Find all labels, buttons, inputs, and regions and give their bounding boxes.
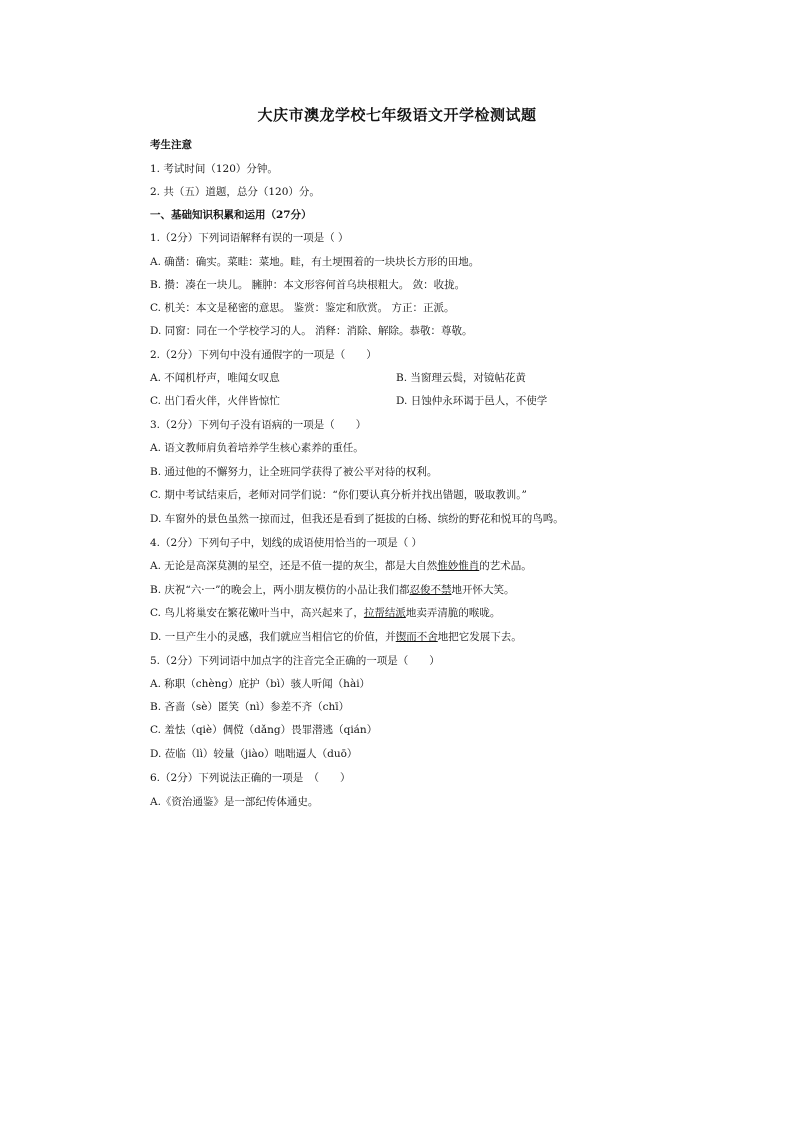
option-a: A. 不闻机杼声，唯闻女叹息 <box>150 372 280 384</box>
option-d: D. 莅临（lì）较量（jiào）咄咄逼人（duō） <box>150 748 358 760</box>
question-stem: 6.（2分）下列说法正确的一项是 （ ） <box>150 772 351 784</box>
option-a: A.《资治通鉴》是一部纪传体通史。 <box>150 796 319 808</box>
option-text: 地卖弄清脆的喉咙。 <box>405 607 501 619</box>
option-text: B. 庆祝“六·一”的晚会上，两小朋友模仿的小品让我们都 <box>150 584 410 596</box>
option-c: C. 期中考试结束后，老师对同学们说：“你们要认真分析并找出错题，吸取教训。” <box>150 489 527 501</box>
question-stem: 3.（2分）下列句子没有语病的一项是（ ） <box>150 419 367 431</box>
option-c: C. 羞怯（qiè）倜傥（dǎng）畏罪潜逃（qián） <box>150 724 378 736</box>
option-d <box>150 629 522 644</box>
section-heading: 一、基础知识积累和运用（27分） <box>150 209 312 221</box>
option-d: D. 车窗外的景色虽然一掠而过，但我还是看到了挺拔的白杨、缤纷的野花和悦耳的鸟鸣。 <box>150 513 564 525</box>
option-text: D. 一旦产生小的灵感，我们就应当相信它的价值，并 <box>150 631 396 643</box>
option-a <box>150 558 532 573</box>
question-stem: 5.（2分）下列词语中加点字的注音完全正确的一项是（ ） <box>150 655 440 667</box>
option-text: C. 鸟儿将巢安在繁花嫩叶当中，高兴起来了， <box>150 607 364 619</box>
option-c: C. 机关：本文是秘密的意思。 鉴赏：鉴定和欣赏。 方正：正派。 <box>150 302 455 314</box>
question-stem: 1.（2分）下列词语解释有误的一项是（ ） <box>150 232 349 244</box>
option-b: B. 吝啬（sè）匿笑（nì）参差不齐（chī） <box>150 701 350 713</box>
option-text: 的艺术品。 <box>479 560 532 572</box>
question-stem: 2.（2分）下列句中没有通假字的一项是（ ） <box>150 349 377 361</box>
notice-heading: 考生注意 <box>150 139 192 151</box>
option-a: A. 确凿：确实。菜畦：菜地。畦，有土埂围着的一块块长方形的田地。 <box>150 256 480 268</box>
page-title: 大庆市澳龙学校七年级语文开学检测试题 <box>257 106 537 124</box>
question-stem: 4.（2分）下列句子中，划线的成语使用恰当的一项是（ ） <box>150 537 423 549</box>
option-d: D. 日蚀仲永环谒于邑人，不使学 <box>396 395 548 407</box>
underlined-idiom: 锲而不舍 <box>395 631 438 643</box>
option-b: B. 当窗理云鬓，对镜帖花黄 <box>396 372 526 384</box>
option-a: A. 称职（chèng）庇护（bì）骇人听闻（hài） <box>150 678 371 690</box>
option-b: B. 攒：凑在一块儿。 臃肿：本文形容何首乌块根粗大。 敛：收拢。 <box>150 279 466 291</box>
option-d: D. 同窗：同在一个学校学习的人。 消释：消除、解除。恭敬：尊敬。 <box>150 325 473 337</box>
option-b: B. 通过他的不懈努力，让全班同学获得了被公平对待的权利。 <box>150 466 438 478</box>
option-text: 地开怀大笑。 <box>451 584 515 596</box>
notice-item: 2. 共（五）道题，总分（120）分。 <box>150 186 320 198</box>
underlined-idiom: 惟妙惟肖 <box>437 560 480 572</box>
underlined-idiom: 拉帮结派 <box>363 607 406 619</box>
option-a: A. 语文教师肩负着培养学生核心素养的重任。 <box>150 442 364 454</box>
option-text: 地把它发展下去。 <box>437 631 522 643</box>
option-text: A. 无论是高深莫测的星空，还是不值一提的灰尘，都是大自然 <box>150 560 438 572</box>
option-c <box>150 605 500 620</box>
option-c: C. 出门看火伴，火伴皆惊忙 <box>150 395 280 407</box>
option-b <box>150 582 514 597</box>
notice-item: 1. 考试时间（120）分钟。 <box>150 163 278 175</box>
underlined-idiom: 忍俊不禁 <box>409 584 452 596</box>
